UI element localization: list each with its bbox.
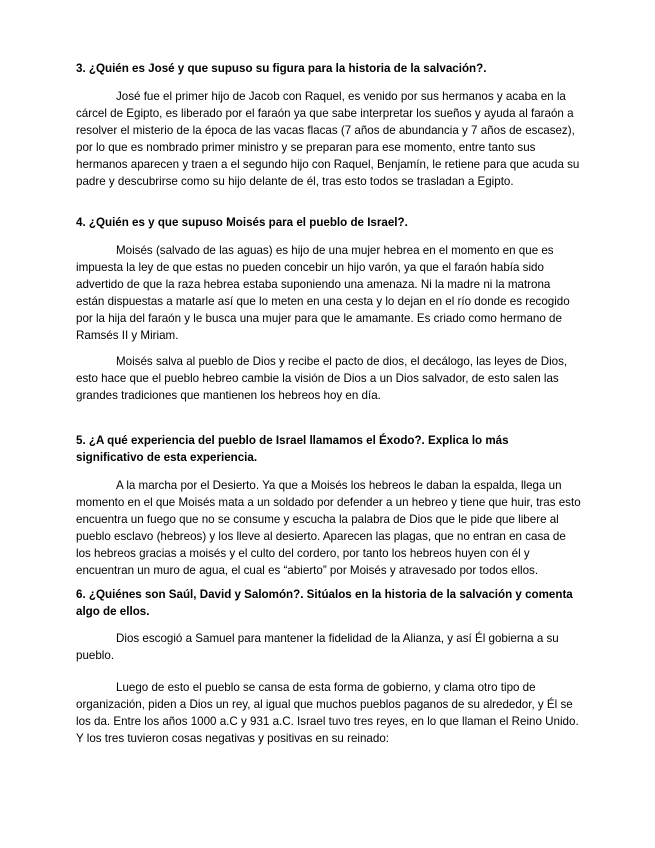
heading-question-3: 3. ¿Quién es José y que supuso su figura para la historia de la salvación?. (76, 62, 487, 75)
heading-question-6: 6. ¿Quiénes son Saúl, David y Salomón?. Sitúalos en la historia de la salvación y comenta algo de ellos. (76, 588, 573, 618)
paragraph-q5-1: A la marcha por el Desierto. Ya que a Moisés los hebreos le daban la espalda, llega un momento en el que Moisés mata a un soldado por defender a un hebreo y tiene que huir, tras esto encuentra un fuego que no se consume y escucha la palabra de Dios que le pide que libere al pueblo esclavo (hebreos) y los lleve al desierto. Aparecen las plagas, que no entran en casa de los hebreos gracias a moisés y el culto del cordero, por tanto los hebreos huyen con él y encuentran un muro de agua, el cual es “abierto” por Moisés y atravesado por todos ellos. (76, 479, 581, 578)
paragraph-q6-2: Luego de esto el pueblo se cansa de esta forma de gobierno, y clama otro tipo de organización, piden a Dios un rey, al igual que muchos pueblos paganos de su alrededor, y Él se los da. Entre los años 1000 a.C y 931 a.C. Israel tuvo tres reyes, en lo que llaman el Reino Unido. Y los tres tuvieron cosas negativas y positivas en su reinado: (76, 681, 579, 746)
paragraph-q4-2: Moisés salva al pueblo de Dios y recibe el pacto de dios, el decálogo, las leyes de Dios, esto hace que el pueblo hebreo cambie la visión de Dios a un Dios salvador, de esto salen las grandes tradiciones que mantienen los hebreos hoy en día. (76, 355, 568, 403)
paragraph-q4-1: Moisés (salvado de las aguas) es hijo de una mujer hebrea en el momento en que es impuesta la ley de que estas no pueden concebir un hijo varón, ya que el faraón había sido advertido de que la raza hebrea estaba suponiendo una amenaza. Ni la madre ni la matrona están dispuestas a matarle así que lo meten en una cesta y lo dejan en el río donde es recogido por la hija del faraón y le busca una mujer para que le amamante. Es criado como hermano de Ramsés II y Miriam. (76, 244, 570, 343)
paragraph-q3-1: José fue el primer hijo de Jacob con Raquel, es venido por sus hermanos y acaba en la cárcel de Egipto, es liberado por el faraón ya que sabe interpretar los sueños y ayuda al faraón a resolver el misterio de la época de las vacas flacas (7 años de abundancia y 7 años de escasez), por lo que es nombrado primer ministro y se preparan para ese momento, entre tanto sus hermanos aparecen y traen a el segundo hijo con Raquel, Benjamín, le retiene para que acuda su padre y descubrirse como su hijo delante de él, tras esto todos se trasladan a Egipto. (76, 90, 580, 189)
heading-question-4: 4. ¿Quién es y que supuso Moisés para el pueblo de Israel?. (76, 216, 408, 229)
heading-question-5: 5. ¿A qué experiencia del pueblo de Israel llamamos el Éxodo?. Explica lo más significativo de esta experiencia. (76, 434, 509, 464)
paragraph-q6-1: Dios escogió a Samuel para mantener la fidelidad de la Alianza, y así Él gobierna a su pueblo. (76, 632, 559, 663)
